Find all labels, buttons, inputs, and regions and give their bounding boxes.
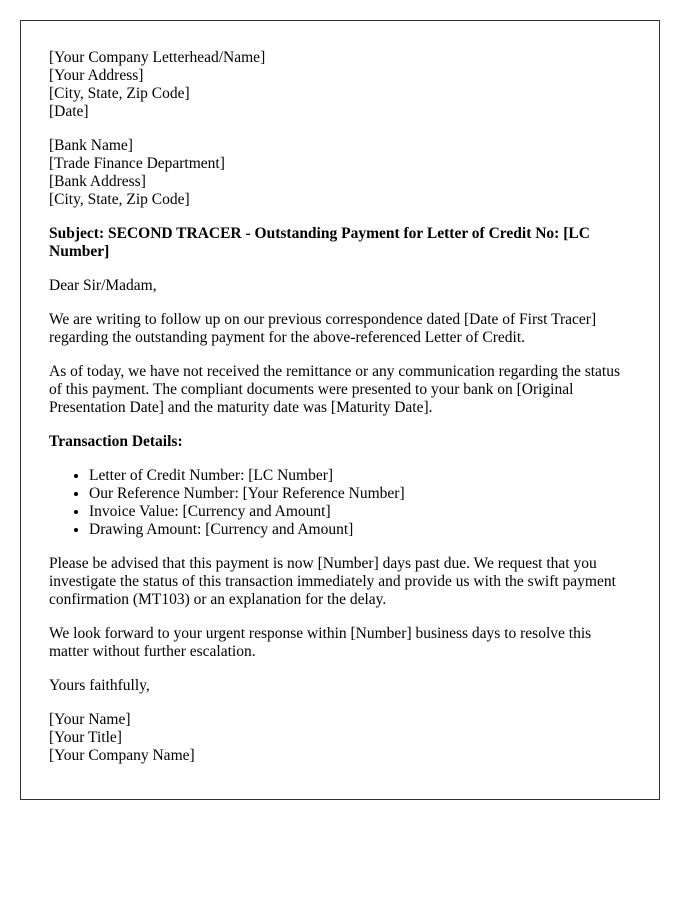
recipient-department: [Trade Finance Department] <box>49 155 225 172</box>
body-paragraph-2: As of today, we have not received the remittance or any communication regarding the status of this payment. The compliant documents were presented to your bank on [Original Presentation Date] and the maturity date was [Maturity Date]. <box>49 363 621 416</box>
closing: Yours faithfully, <box>49 677 150 694</box>
sender-address: [Your Address] <box>49 67 144 84</box>
recipient-address: [Bank Address] <box>49 173 146 190</box>
list-item: • Drawing Amount: [Currency and Amount] <box>89 521 631 539</box>
list-item: • Letter of Credit Number: [LC Number] <box>89 467 631 485</box>
recipient-city-state-zip: [City, State, Zip Code] <box>49 191 190 208</box>
list-item: • Our Reference Number: [Your Reference Number] <box>89 485 631 503</box>
signature-block <box>49 711 631 765</box>
recipient-block <box>49 137 631 209</box>
sender-city-state-zip: [City, State, Zip Code] <box>49 85 190 102</box>
signature-company: [Your Company Name] <box>49 747 195 764</box>
letter-date: [Date] <box>49 103 89 120</box>
sender-block <box>49 49 631 121</box>
transaction-details-heading: Transaction Details: <box>49 433 183 450</box>
signature-name: [Your Name] <box>49 711 131 728</box>
body-paragraph-3: Please be advised that this payment is now [Number] days past due. We request that you investigate the status of this transaction immediately and provide us with the swift payment confirmation (MT103) or an explanation for the delay. <box>49 555 616 608</box>
list-item: • Invoice Value: [Currency and Amount] <box>89 503 631 521</box>
letter-page <box>20 20 660 800</box>
salutation: Dear Sir/Madam, <box>49 277 157 294</box>
signature-title: [Your Title] <box>49 729 122 746</box>
body-paragraph-4: We look forward to your urgent response within [Number] business days to resolve this matter without further escalation. <box>49 625 592 660</box>
sender-company: [Your Company Letterhead/Name] <box>49 49 266 66</box>
body-paragraph-1: We are writing to follow up on our previous correspondence dated [Date of First Tracer] regarding the outstanding payment for the above-referenced Letter of Credit. <box>49 311 597 346</box>
recipient-bank-name: [Bank Name] <box>49 137 133 154</box>
transaction-details-list <box>49 467 631 539</box>
subject-line: Subject: SECOND TRACER - Outstanding Payment for Letter of Credit No: [LC Number] <box>49 225 590 260</box>
